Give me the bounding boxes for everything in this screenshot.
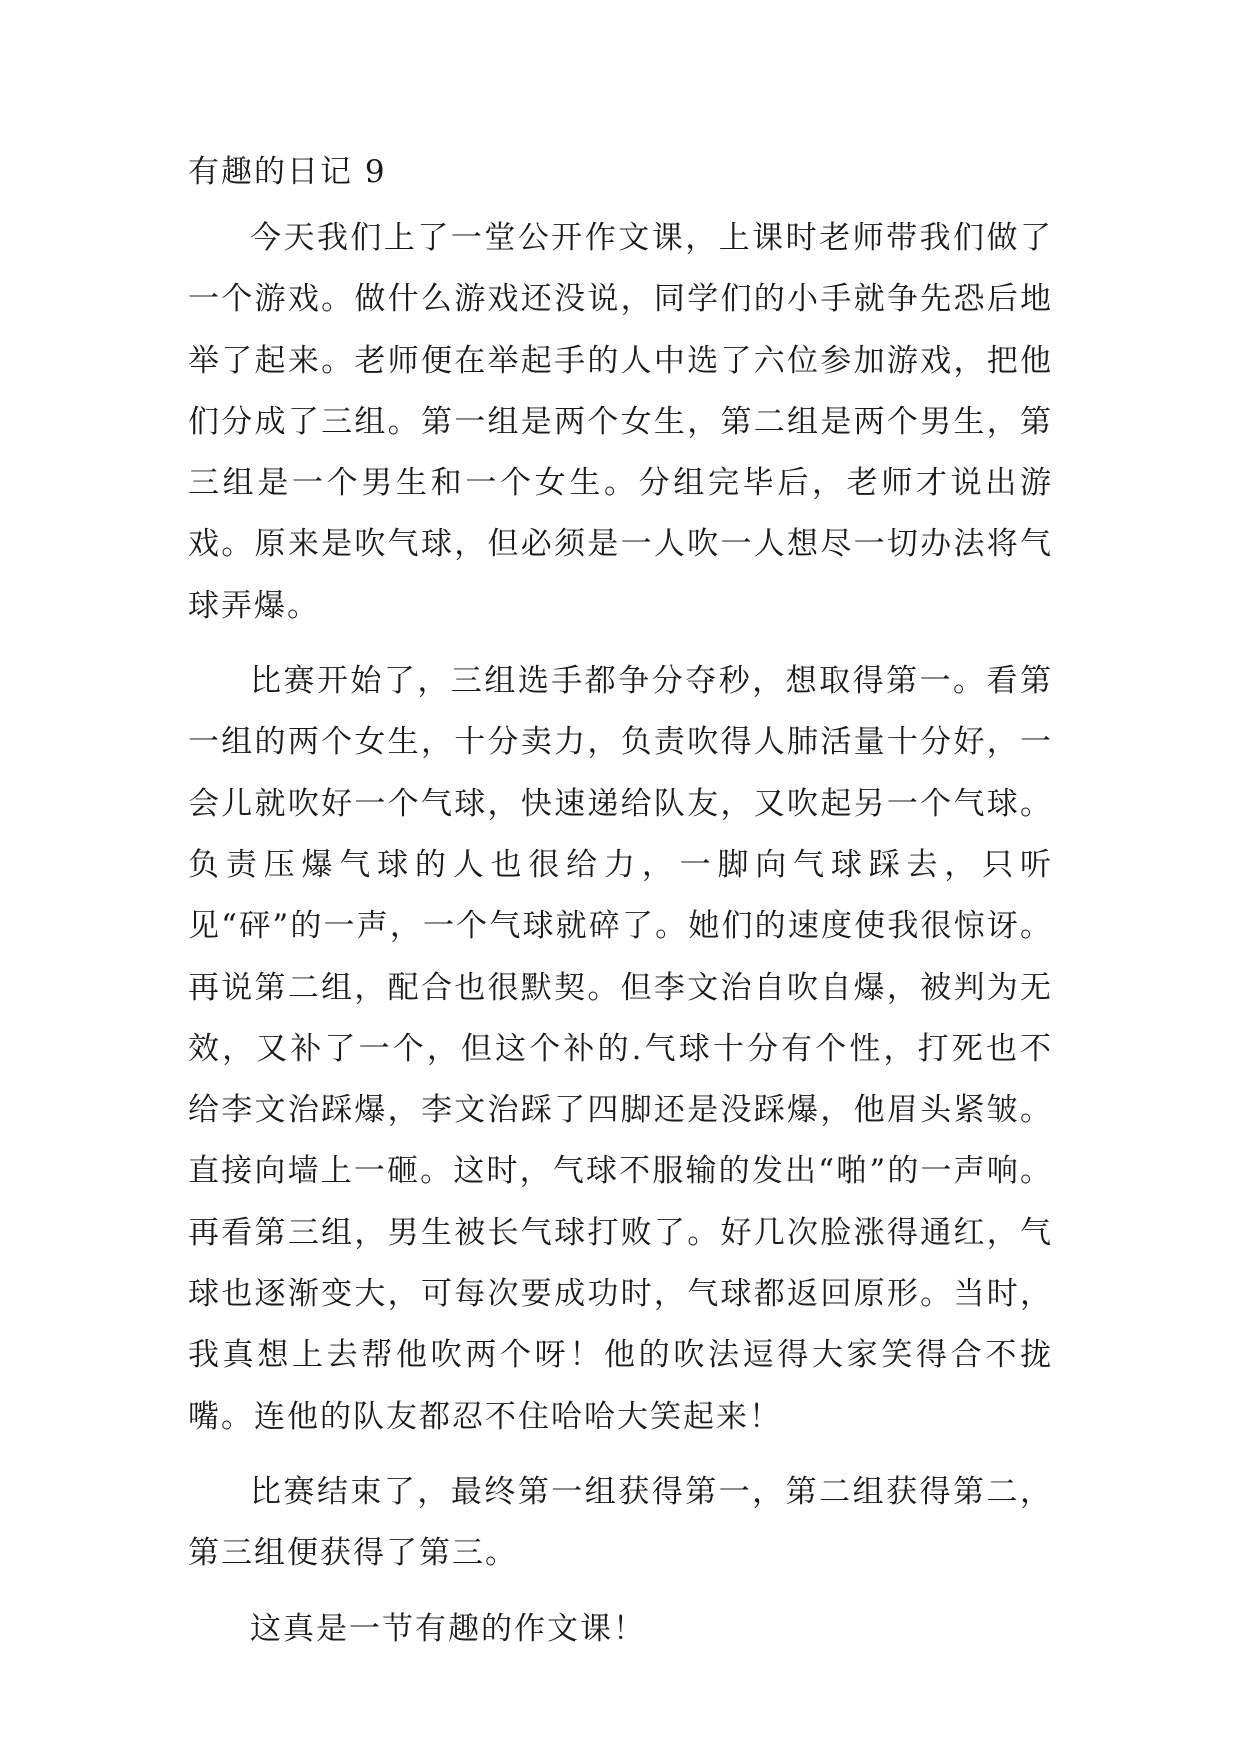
paragraph-result: 比赛结束了，最终第一组获得第一，第二组获得第二，第三组便获得了第三。 — [188, 1473, 1053, 1572]
paragraph-intro: 今天我们上了一堂公开作文课，上课时老师带我们做了一个游戏。做什么游戏还没说，同学们的小手就争先恐后地举了起来。老师便在举起手的人中选了六位参加游戏，把他们分成了三组。第一组是两个女生，第二组是两个男生，第三组是一个男生和一个女生。分组完毕后，老师才说出游戏。原来是吹气球，但必须是一人吹一人想尽一切办法将气球弄爆。 — [188, 220, 1053, 624]
paragraph-conclusion: 这真是一节有趣的作文课！ — [250, 1610, 646, 1647]
document-page — [188, 150, 1053, 1660]
document-title: 有趣的日记 9 — [188, 154, 387, 190]
paragraph-competition: 比赛开始了，三组选手都争分夺秒，想取得第一。看第一组的两个女生，十分卖力，负责吹得人肺活量十分好，一会儿就吹好一个气球，快速递给队友，又吹起另一个气球。负责压爆气球的人也很给力，一脚向气球踩去，只听见“砰”的一声，一个气球就碎了。她们的速度使我很惊讶。再说第二组，配合也很默契。但李文治自吹自爆，被判为无效，又补了一个，但这个补的.气球十分有个性，打死也不给李文治踩爆，李文治踩了四脚还是没踩爆，他眉头紧皱。直接向墙上一砸。这时，气球不服输的发出“啪”的一声响。再看第三组，男生被长气球打败了。好几次脸涨得通红，气球也逐渐变大，可每次要成功时，气球都返回原形。当时，我真想上去帮他吹两个呀！他的吹法逗得大家笑得合不拢嘴。连他的队友都忍不住哈哈大笑起来！ — [188, 663, 1053, 1435]
